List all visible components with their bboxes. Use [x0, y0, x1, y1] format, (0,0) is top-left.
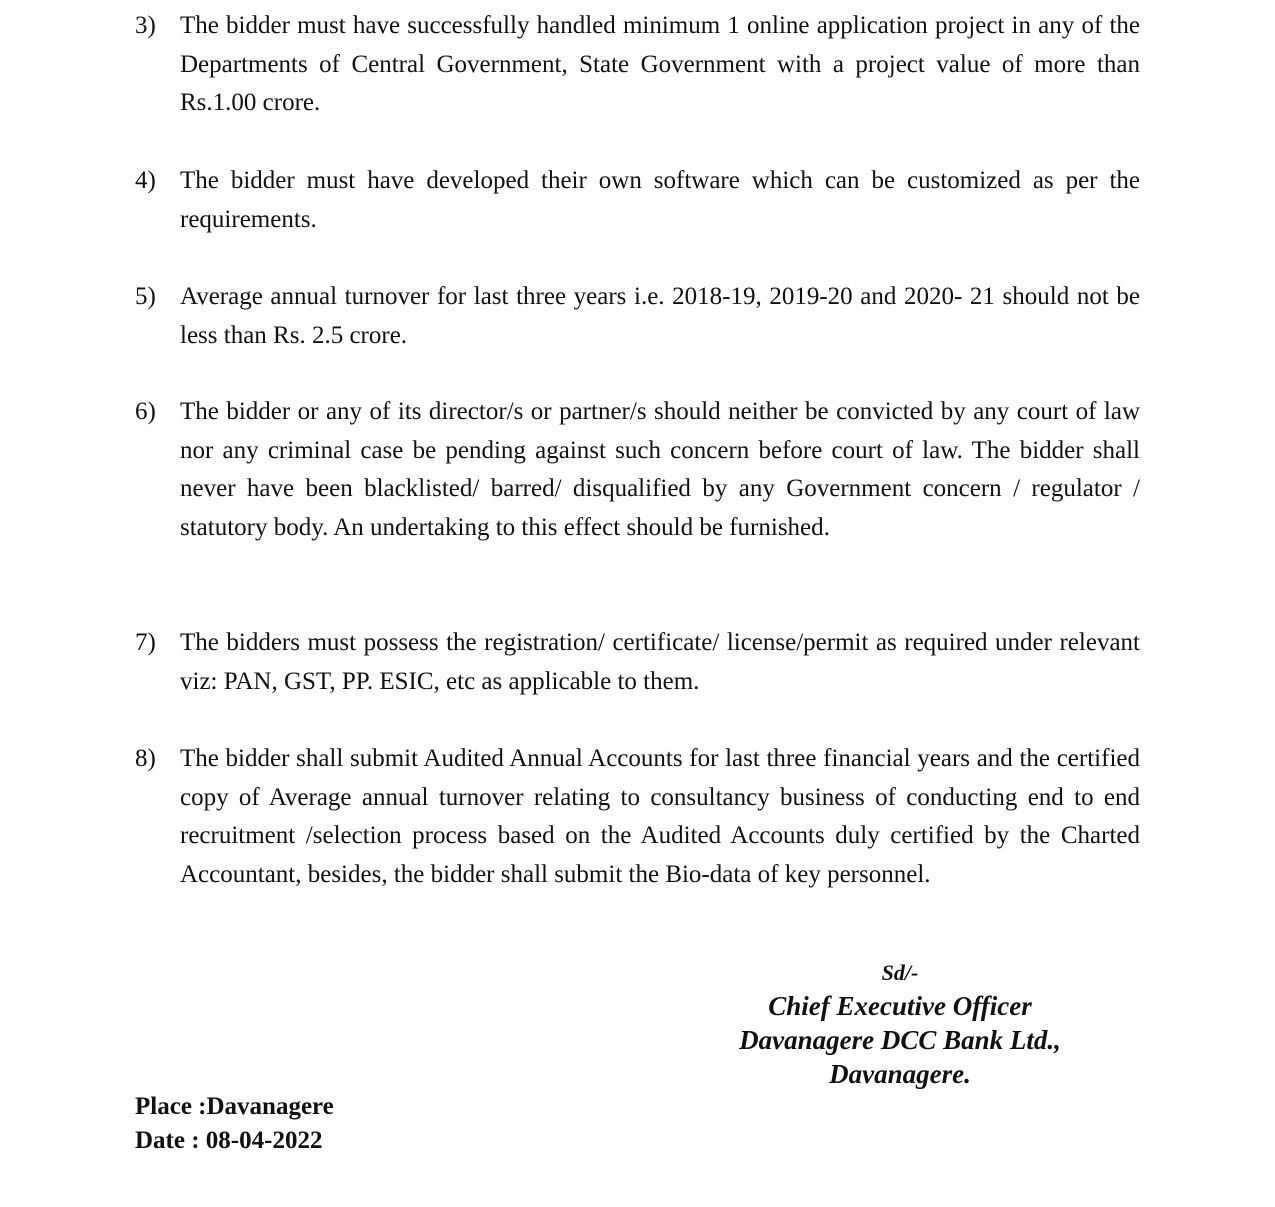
clause-number: 5)	[135, 283, 156, 310]
clause-7	[135, 624, 1140, 701]
clause-text: The bidder must have successfully handled minimum 1 online application project in any of the Departments of Central Government, State Government with a project value of more than Rs.1.00 crore.	[180, 12, 1140, 116]
place-line: Place :Davanagere	[135, 1093, 334, 1120]
clause-5	[135, 278, 1140, 355]
clause-text: Average annual turnover for last three years i.e. 2018-19, 2019-20 and 2020- 21 should not be less than Rs. 2.5 crore.	[180, 283, 1140, 349]
clause-number: 7)	[135, 629, 156, 656]
signature-block	[700, 957, 1100, 1091]
place-date-block	[135, 1090, 334, 1158]
clause-number: 8)	[135, 745, 156, 772]
clause-number: 6)	[135, 398, 156, 425]
clause-text: The bidder or any of its director/s or partner/s should neither be convicted by any court of law nor any criminal case be pending against such concern before court of law. The bidder shall never have been blacklisted/ barred/ disqualified by any Government concern / regulator / statutory body. An undertaking to this effect should be furnished.	[180, 398, 1140, 541]
signature-sd: Sd/-	[881, 960, 919, 985]
clause-4	[135, 162, 1140, 239]
signatory-organization: Davanagere DCC Bank Ltd.,	[739, 1025, 1061, 1055]
signatory-city: Davanagere.	[829, 1059, 971, 1089]
clause-3	[135, 7, 1140, 123]
clause-text: The bidder shall submit Audited Annual Accounts for last three financial years and the certified copy of Average annual turnover relating to consultancy business of conducting end to end recruitment /selection process based on the Audited Accounts duly certified by the Charted Accountant, besides, the bidder shall submit the Bio-data of key personnel.	[180, 745, 1140, 888]
clause-text: The bidders must possess the registration/ certificate/ license/permit as required under relevant viz: PAN, GST, PP. ESIC, etc as applicable to them.	[180, 629, 1140, 695]
signatory-title: Chief Executive Officer	[768, 991, 1032, 1021]
date-line: Date : 08-04-2022	[135, 1127, 323, 1154]
clause-8	[135, 740, 1140, 894]
clause-number: 4)	[135, 167, 156, 194]
clause-6	[135, 393, 1140, 547]
clause-number: 3)	[135, 12, 156, 39]
clause-text: The bidder must have developed their own software which can be customized as per the requirements.	[180, 167, 1140, 233]
